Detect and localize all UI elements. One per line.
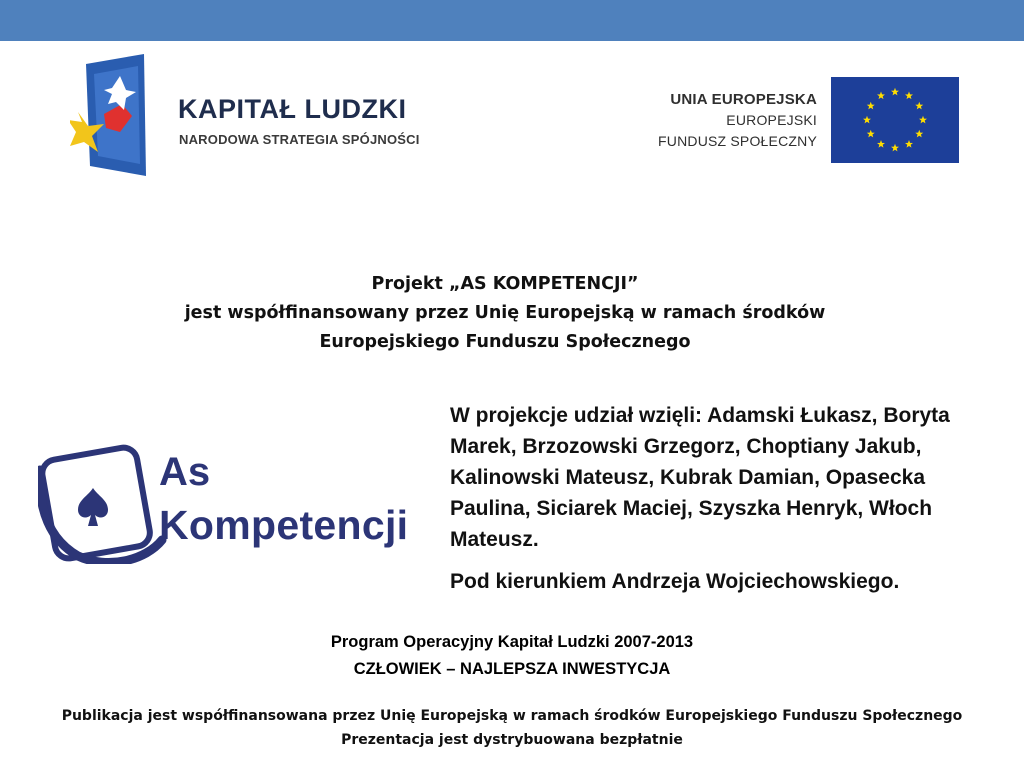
- kapital-ludzki-title: KAPITAŁ LUDZKI: [178, 94, 407, 124]
- footer: [0, 704, 1024, 752]
- eu-line1: UNIA EUROPEJSKA: [670, 91, 817, 108]
- eu-line2: EUROPEJSKI: [726, 112, 817, 128]
- project-cofinance-line: jest współfinansowany przez Unię Europejską w ramach środków: [184, 303, 826, 323]
- project-heading: [0, 270, 1010, 357]
- footer-distribution-line: Prezentacja jest dystrybuowana bezpłatnie: [341, 732, 683, 748]
- kapital-ludzki-subtitle: NARODOWA STRATEGIA SPÓJNOŚCI: [179, 132, 420, 147]
- as-logo-word-kompetencji: Kompetencji: [159, 502, 409, 548]
- footer-publication-line: Publikacja jest współfinansowana przez Unię Europejską w ramach środków Europejskiego Funduszu Społecznego: [61, 708, 963, 724]
- as-logo-word-as: As: [159, 450, 211, 494]
- eu-line3: FUNDUSZ SPOŁECZNY: [658, 133, 817, 149]
- eu-flag-icon: [831, 77, 959, 163]
- project-fund-line: Europejskiego Funduszu Społecznego: [319, 332, 691, 352]
- project-title: Projekt „AS KOMPETENCJI”: [371, 274, 639, 294]
- as-kompetencji-logo: [38, 440, 438, 564]
- eu-logo: [630, 75, 965, 165]
- supervisor-text: Pod kierunkiem Andrzeja Wojciechowskiego.: [450, 570, 900, 593]
- top-header-bar: [0, 0, 1024, 41]
- kapital-ludzki-emblem-icon: [70, 54, 150, 179]
- kapital-ludzki-logo: [70, 54, 450, 179]
- spade-card-icon: [38, 440, 168, 564]
- program-line: Program Operacyjny Kapitał Ludzki 2007-2013: [330, 633, 694, 651]
- eu-text: [658, 89, 817, 152]
- program-slogan: CZŁOWIEK – NAJLEPSZA INWESTYCJA: [353, 660, 671, 678]
- participants-text: W projekcje udział wzięli: Adamski Łukasz, Boryta Marek, Brzozowski Grzegorz, Choptiany Jakub, Kalinowski Mateusz, Kubrak Damian, Opasecka Paulina, Siciarek Maciej, Szyszka Henryk, Włoch Mateusz.: [450, 404, 950, 551]
